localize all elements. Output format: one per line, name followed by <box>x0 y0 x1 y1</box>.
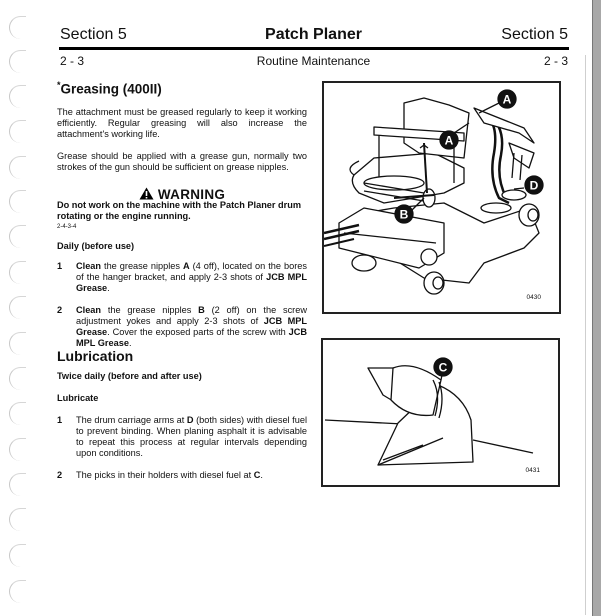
step-number: 1 <box>57 415 63 425</box>
lubrication-steps <box>57 415 307 481</box>
step-text: The picks in their holders with diesel fuel at <box>76 470 254 480</box>
warning-label: WARNING <box>157 186 226 202</box>
svg-text:D: D <box>529 178 539 193</box>
binder-hole <box>9 508 26 531</box>
binder-hole <box>9 156 26 179</box>
step-number: 1 <box>57 260 63 271</box>
lubrication-section <box>57 348 307 481</box>
binder-hole <box>9 190 26 213</box>
step-text: Clean <box>76 304 102 315</box>
binder-hole <box>9 332 26 355</box>
page-header <box>59 26 568 46</box>
svg-text:B: B <box>399 207 409 222</box>
figure-pick-illustration <box>321 338 560 487</box>
page-edge-line <box>585 55 586 615</box>
figure-number: 0430 <box>526 294 541 301</box>
pick-drawing <box>323 340 558 485</box>
step-text: JCB MPL Grease <box>76 326 307 348</box>
greasing-para-2: Grease should be applied with a grease gun, normally two strokes of the gun should be sufficient on grease nipples. <box>57 150 307 172</box>
svg-text:C: C <box>438 360 448 375</box>
step-text: . Cover the exposed parts of the screw with <box>107 326 289 337</box>
step-text: D <box>186 415 194 425</box>
numbered-step <box>57 305 307 349</box>
page-number-left: 2 - 3 <box>60 54 85 68</box>
step-text: (2 off) on the screw adjustment yokes and apply 2-3 shots of <box>76 304 307 326</box>
step-text: C <box>253 470 261 480</box>
numbered-step <box>57 415 307 459</box>
binder-hole <box>9 296 26 319</box>
warning-text: Do not work on the machine with the Patch Planer drum rotating or the engine running. <box>57 199 302 221</box>
step-text: JCB MPL Grease <box>76 271 307 293</box>
lubrication-schedule: Twice daily (before and after use) <box>57 371 202 381</box>
chapter-title: Routine Maintenance <box>256 54 371 68</box>
step-text: . <box>107 282 110 293</box>
binder-hole <box>9 50 26 73</box>
step-text: (both sides) with diesel fuel to prevent binding. When planing asphalt it is advisable to repeat this process at regular intervals depending upon conditions. <box>76 415 307 458</box>
scrollbar-track[interactable] <box>592 0 601 616</box>
planer-drawing <box>324 83 559 312</box>
greasing-section <box>57 80 307 349</box>
warning-heading <box>57 187 307 200</box>
step-text: . <box>260 470 263 480</box>
greasing-para-1: The attachment must be greased regularly to keep it working efficiently. Regular greasing will also increase the attachment's working life. <box>57 106 307 139</box>
step-text: (4 off), located on the bores of the hanger bracket, and apply 2-3 shots of <box>76 260 307 282</box>
greasing-steps <box>57 261 307 349</box>
binder-hole <box>9 544 26 567</box>
page-subheader <box>59 54 568 70</box>
header-rule <box>59 47 569 50</box>
document-title: Patch Planer <box>265 26 362 43</box>
step-text: . <box>128 337 132 348</box>
step-number: 2 <box>57 304 63 315</box>
step-text: B <box>198 304 205 315</box>
greasing-heading <box>57 80 307 95</box>
step-text: Clean <box>76 260 102 271</box>
step-text: JCB MPL Grease <box>76 315 307 337</box>
warning-triangle-icon <box>139 187 154 202</box>
binder-hole <box>9 225 26 248</box>
binder-hole <box>9 120 26 143</box>
step-text: The drum carriage arms at <box>76 415 187 425</box>
binder-hole <box>9 473 26 496</box>
amendment-marker: * <box>57 80 61 90</box>
warning-code: 2-4-3-4 <box>57 223 77 230</box>
binder-hole <box>9 85 26 108</box>
svg-text:A: A <box>444 133 454 148</box>
section-label-right: Section 5 <box>501 26 568 43</box>
numbered-step <box>57 261 307 294</box>
figure-number: 0431 <box>525 467 540 474</box>
binder-hole <box>9 438 26 461</box>
lubrication-heading: Lubrication <box>57 348 134 364</box>
binder-holes <box>0 0 40 616</box>
step-text: A <box>182 260 190 271</box>
step-text: the grease nipples <box>101 304 199 315</box>
greasing-schedule: Daily (before use) <box>57 240 135 251</box>
binder-hole <box>9 367 26 390</box>
callout-a-upper <box>479 90 516 113</box>
greasing-title: Greasing (400II) <box>60 81 162 97</box>
numbered-step <box>57 470 307 481</box>
binder-hole <box>9 580 26 603</box>
step-number: 2 <box>57 470 63 480</box>
figure-planer-illustration <box>322 81 561 314</box>
binder-hole <box>9 261 26 284</box>
step-text: the grease nipples <box>101 260 183 271</box>
svg-text:A: A <box>502 92 512 107</box>
lubrication-subtitle: Lubricate <box>57 393 99 403</box>
page-number-right: 2 - 3 <box>543 54 568 68</box>
binder-hole <box>9 402 26 425</box>
section-label-left: Section 5 <box>60 26 127 43</box>
binder-hole <box>9 16 26 39</box>
